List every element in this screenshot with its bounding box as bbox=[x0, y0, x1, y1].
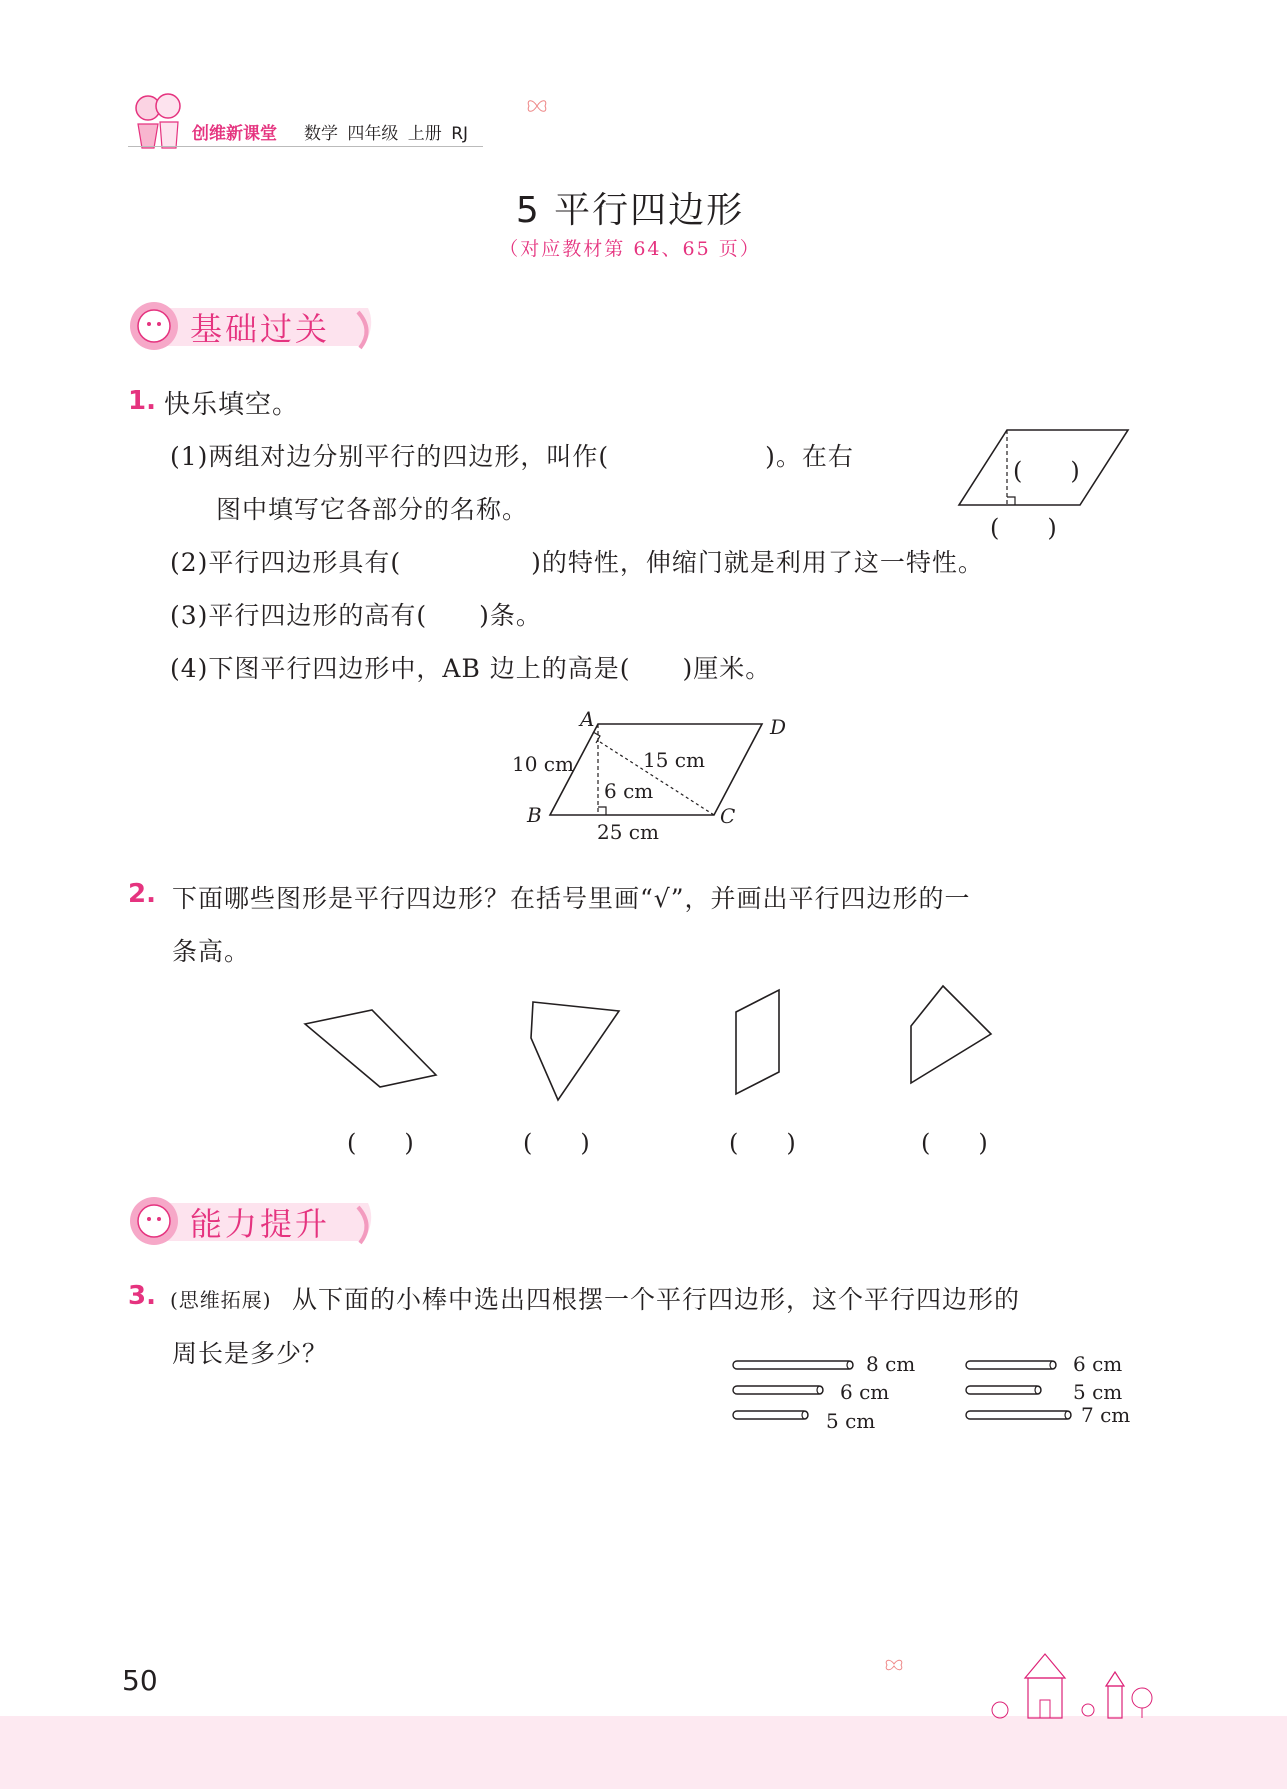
stick-end-4 bbox=[1050, 1361, 1056, 1369]
section-title-advanced: 能力提升 bbox=[190, 1205, 331, 1243]
vertex-d: D bbox=[770, 715, 787, 739]
stick-1 bbox=[733, 1361, 853, 1369]
stick-5 bbox=[966, 1386, 1041, 1394]
diagram-blank-base[interactable]: ( ) bbox=[990, 514, 1057, 542]
header-brand: 创维新课堂 bbox=[192, 124, 277, 144]
stick-end-2 bbox=[817, 1386, 823, 1394]
footer-band bbox=[0, 1716, 1287, 1789]
stick-label-2: 6 cm bbox=[840, 1380, 890, 1404]
stick-4 bbox=[966, 1361, 1056, 1369]
q3-tag: (思维拓展) bbox=[170, 1288, 272, 1312]
q2-blank-1[interactable]: ( ) bbox=[347, 1129, 414, 1157]
header-divider bbox=[128, 146, 483, 147]
stick-end-1 bbox=[847, 1361, 853, 1369]
q2-blank-3[interactable]: ( ) bbox=[729, 1129, 796, 1157]
q1-part3: (3)平行四边形的高有( )条。 bbox=[170, 601, 542, 630]
stick-label-5: 5 cm bbox=[1073, 1380, 1123, 1404]
stick-end-6 bbox=[1065, 1411, 1071, 1419]
q3-line1: 从下面的小棒中选出四根摆一个平行四边形，这个平行四边形的 bbox=[292, 1285, 1021, 1314]
stick-end-3 bbox=[802, 1411, 808, 1419]
stick-label-4: 6 cm bbox=[1073, 1352, 1123, 1376]
q2-line2: 条高。 bbox=[172, 937, 251, 966]
q2-blank-2[interactable]: ( ) bbox=[523, 1129, 590, 1157]
q2-line1: 下面哪些图形是平行四边形？在括号里画“√”，并画出平行四边形的一 bbox=[172, 884, 971, 913]
q2-number: 2. bbox=[128, 879, 156, 909]
vertex-c: C bbox=[720, 804, 736, 828]
stick-3 bbox=[733, 1411, 808, 1419]
page-title: 5 平行四边形 bbox=[515, 190, 745, 231]
butterfly-icon bbox=[526, 98, 548, 114]
vertex-b: B bbox=[527, 803, 542, 827]
section-title-basic: 基础过关 bbox=[190, 310, 331, 348]
q1-title: 快乐填空。 bbox=[164, 390, 300, 420]
stick-6 bbox=[966, 1411, 1071, 1419]
diagram-blank-height[interactable]: ( ) bbox=[1013, 457, 1080, 485]
section-banner-basic bbox=[128, 298, 368, 352]
q1-part4: (4)下图平行四边形中，AB 边上的高是( )厘米。 bbox=[170, 654, 772, 683]
q2-blank-4[interactable]: ( ) bbox=[921, 1129, 988, 1157]
label-15cm: 15 cm bbox=[643, 748, 705, 772]
q1-part1-line2: 图中填写它各部分的名称。 bbox=[216, 495, 529, 524]
section-banner-advanced bbox=[128, 1193, 368, 1247]
q1-part1-line1: (1)两组对边分别平行的四边形，叫作( )。在右 bbox=[170, 442, 854, 471]
label-25cm: 25 cm bbox=[597, 820, 659, 844]
stick-2 bbox=[733, 1386, 823, 1394]
header-subject: 数学 四年级 上册 RJ bbox=[304, 124, 469, 144]
label-6cm: 6 cm bbox=[604, 779, 654, 803]
stick-label-6: 7 cm bbox=[1081, 1403, 1131, 1427]
page-number: 50 bbox=[122, 1664, 158, 1697]
stick-end-5 bbox=[1035, 1386, 1041, 1394]
q2-shapes bbox=[260, 980, 1020, 1110]
stick-label-3: 5 cm bbox=[826, 1409, 876, 1433]
label-10cm: 10 cm bbox=[512, 752, 574, 776]
stick-label-1: 8 cm bbox=[866, 1352, 916, 1376]
vertex-a: A bbox=[580, 707, 595, 731]
q1-number: 1. bbox=[128, 386, 156, 416]
q1-part2: (2)平行四边形具有( )的特性，伸缩门就是利用了这一特性。 bbox=[170, 548, 984, 577]
castle-decoration-icon bbox=[880, 1648, 1170, 1720]
q3-number: 3. bbox=[128, 1281, 156, 1311]
q3-line2: 周长是多少？ bbox=[172, 1339, 329, 1368]
page-subtitle: （对应教材第 64、65 页） bbox=[499, 238, 761, 260]
